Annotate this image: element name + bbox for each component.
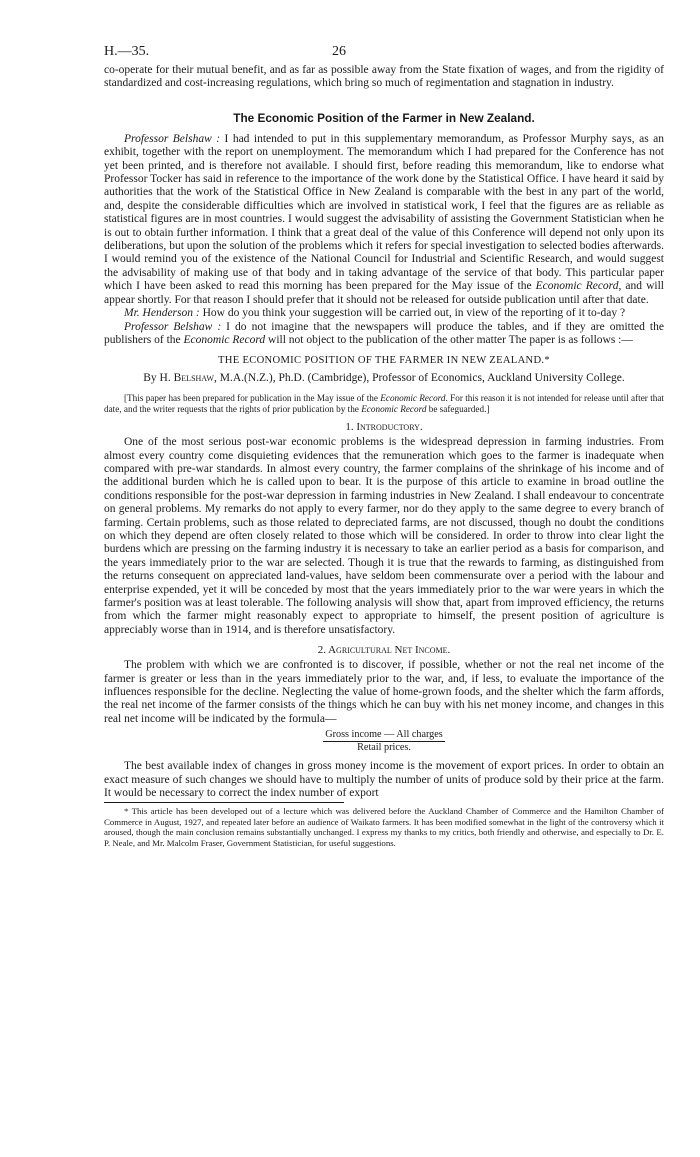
article-title: THE ECONOMIC POSITION OF THE FARMER IN NEW ZEALAND.* bbox=[218, 355, 550, 367]
discussion-text: I do not imagine that the newspapers will produce the tables, and if they are omitted the publishers of the bbox=[104, 320, 664, 346]
note-text: [This paper has been prepared for publication in the May issue of the bbox=[124, 392, 381, 403]
page-header bbox=[104, 44, 664, 64]
author-credentials: , M.A.(N.Z.), Ph.D. (Cambridge), Professor of Economics, Auckland University College. bbox=[213, 372, 625, 385]
journal-title: Economic Record bbox=[535, 280, 619, 293]
note-text: be safeguarded.] bbox=[426, 403, 490, 414]
author-name: Belshaw bbox=[173, 372, 214, 385]
section-heading: The Economic Position of the Farmer in New Zealand. bbox=[233, 110, 535, 125]
discussion-text: How do you think your suggestion will be carried out, in view of the reporting of it to-day ? bbox=[199, 307, 626, 320]
discussion-paragraph bbox=[104, 307, 664, 320]
speaker-name: Professor Belshaw : bbox=[124, 320, 222, 333]
discussion-text: I had intended to put in this supplementary memorandum, as Professor Murphy says, as an exhibit, together with the report on unemployment. The memorandum which I had prepared for the Conference has not yet been printed, and is therefore not available. I should first, before reading this memorandum, like to endorse what Professor Tocker has said in reference to the importance of the work done by the Statistical Office. I have heard it said by authorities that the work of the Statistical Office in New Zealand is comparable with the best in any part of the world, and, despite the considerable difficulties which are involved in statistical work, I feel that the figures are as reliable as statistical figures are in most countries. I would suggest the advisability of assisting the Government Statistician when he is out to obtain further information. I think that a great deal of the value of this Conference will depend not only upon its deliberations, but upon the solution of the problems which it refers for special investigation to selected bodies afterwards. I would remind you of the existence of the National Council for Industrial and Scientific Research, and would suggest the advisability of making use of that body and in taking advantage of the service of that body. This particular paper which I have been asked to read this morning has been prepared for the May issue of the bbox=[104, 132, 664, 293]
subsection-heading: 1. Introductory. bbox=[345, 421, 423, 434]
document-page bbox=[104, 44, 664, 848]
speaker-name: Professor Belshaw : bbox=[124, 132, 221, 145]
body-paragraph: One of the most serious post-war economic problems is the widespread depression in farming industries. From almost every country come disquieting evidences that the remuneration which goes to the farmer is inadequate when compared with pre-war standards. In almost every country, the farmer complains of the shrinkage of his income and of the additional burden which he is called upon to bear. It is the purpose of this article to examine in broad outline the conditions responsible for the post-war depression in farming industries in New Zealand. I shall endeavour to concentrate on general problems. My remarks do not apply to every farmer, nor do they apply to the same degree to every branch of farming. Certain problems, such as those related to depreciated farms, are not discussed, though no doubt the conditions on which they depend are often closely related to those which will be considered. In order to throw into clear light the burdens which are pressing on the farming industry it is necessary to take an earlier period as a basis for comparison, and the years immediately prior to the war are selected. Though it is true that the rewards to farming, as distinguished from the returns consequent on appreciated land-values, have seldom been commensurate over a period with the labour and enterprise expended, yet it will be conceded by most that the years immediately prior to the war were years in which the farmer's position was at least tolerable. The following analysis will show that, apart from improved efficiency, the returns from which the farmer might reasonably expect to appropriate to himself, the present position of agriculture is appreciably worse than in 1914, and is therefore unsatisfactory. bbox=[104, 436, 664, 636]
note-text: . For this reason it is not intended for release until after that date, and the writer requests that the rights of prior publication by the bbox=[104, 392, 664, 414]
formula-numerator: Gross income — All charges bbox=[325, 729, 443, 741]
footnote: * This article has been developed out of a lecture which was delivered before the Auckland Chamber of Commerce and the Hamilton Chamber of Commerce in August, 1927, and repeated later before an audience of Waikato farmers. It has been modified somewhat in the light of the controversy which it aroused, though the main conclusion remains substantially unchanged. I express my thanks to my critics, both friendly and otherwise, and especially to Dr. E. P. Neale, and Mr. Malcolm Fraser, Government Statistician, for useful suggestions. bbox=[104, 806, 664, 848]
discussion-paragraph bbox=[104, 321, 664, 348]
page-number: 26 bbox=[332, 44, 346, 59]
body-paragraph: The problem with which we are confronted is to discover, if possible, whether or not the real net income of the farmer is greater or less than in the years immediately prior to the war, and, if less, to evaluate the importance of the influences responsible for the decline. Neglecting the value of home-grown foods, and the shelter which the farm affords, the real net income of the farmer consists of the things which he can buy with his net money income, and changes in this real net income will be indicated by the formula— bbox=[104, 659, 664, 725]
speaker-name: Mr. Henderson : bbox=[124, 307, 200, 320]
formula bbox=[104, 729, 664, 754]
footnote-rule bbox=[104, 802, 344, 803]
report-reference: H.—35. bbox=[104, 44, 150, 59]
journal-title: Economic Record bbox=[183, 333, 266, 346]
journal-title: Economic Record bbox=[380, 392, 446, 403]
editorial-note bbox=[104, 393, 664, 415]
discussion-text: , and will appear shortly. For that reason I should prefer that it should not be released for outside publication until after that date. bbox=[104, 280, 665, 306]
journal-title: Economic Record bbox=[361, 403, 427, 414]
discussion-paragraph bbox=[104, 133, 664, 307]
discussion-text: will not object to the publication of the other matter The paper is as follows :— bbox=[265, 333, 633, 346]
opening-paragraph: co-operate for their mutual benefit, and as far as possible away from the State fixation of wages, and from the rigidity of standardized and cost-increasing regulations, which bring so much of regimentation and stagnation in industry. bbox=[104, 64, 664, 90]
formula-denominator: Retail prices. bbox=[357, 742, 411, 754]
body-paragraph: The best available index of changes in gross money income is the movement of export prices. In order to obtain an exact measure of such changes we should have to multiply the number of units of produce sold by their price at the farm. It would be necessary to correct the index number of export bbox=[104, 760, 664, 800]
byline-by: By H. bbox=[143, 372, 174, 385]
article-byline bbox=[104, 372, 664, 385]
subsection-heading: 2. Agricultural Net Income. bbox=[317, 644, 451, 657]
